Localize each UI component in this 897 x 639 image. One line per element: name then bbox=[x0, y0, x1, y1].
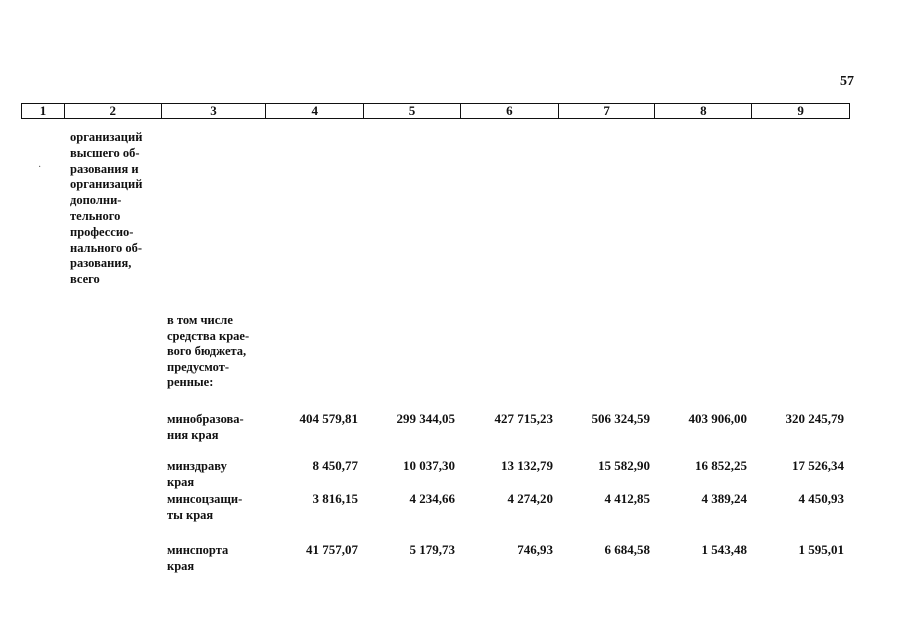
scan-speck: · bbox=[38, 162, 42, 173]
table-cell: 17 526,34 bbox=[792, 458, 844, 473]
table-cell: 4 412,85 bbox=[604, 491, 650, 506]
subheading: в том числе средства крае- вого бюджета, предусмот- ренные: bbox=[167, 313, 250, 389]
table-cell: 299 344,05 bbox=[396, 411, 455, 426]
row-label-education: минобразова- ния края bbox=[167, 412, 244, 442]
category-label: организаций высшего об- разования и организаций дополни- тельного профессио- нального об- разования, всего bbox=[70, 130, 143, 287]
header-col-5: 5 bbox=[364, 104, 461, 118]
table-cell: 506 324,59 bbox=[591, 411, 650, 426]
table-cell: 10 037,30 bbox=[403, 458, 455, 473]
table-cell: 6 684,58 bbox=[604, 542, 650, 557]
table-cell: 15 582,90 bbox=[598, 458, 650, 473]
table-cell: 4 450,93 bbox=[798, 491, 844, 506]
table-cell: 4 234,66 bbox=[409, 491, 455, 506]
table-cell: 13 132,79 bbox=[501, 458, 553, 473]
table-cell: 8 450,77 bbox=[312, 458, 358, 473]
header-col-4: 4 bbox=[266, 104, 364, 118]
table-cell: 4 274,20 bbox=[507, 491, 553, 506]
table-cell: 320 245,79 bbox=[785, 411, 844, 426]
row-label-social: минсоцзащи- ты края bbox=[167, 492, 243, 522]
table-cell: 403 906,00 bbox=[688, 411, 747, 426]
table-cell: 427 715,23 bbox=[494, 411, 553, 426]
row-label-health: минздраву края bbox=[167, 459, 227, 489]
header-col-9: 9 bbox=[797, 103, 804, 118]
table-cell: 4 389,24 bbox=[701, 491, 747, 506]
header-col-3: 3 bbox=[162, 104, 267, 118]
table-cell: 5 179,73 bbox=[409, 542, 455, 557]
table-cell: 41 757,07 bbox=[306, 542, 358, 557]
table-cell: 746,93 bbox=[517, 542, 553, 557]
table-cell: 1 595,01 bbox=[798, 542, 844, 557]
header-col-6: 6 bbox=[461, 104, 559, 118]
header-col-7: 7 bbox=[559, 104, 656, 118]
page-number: 57 bbox=[840, 74, 854, 89]
header-col-2: 2 bbox=[65, 104, 162, 118]
table-cell: 404 579,81 bbox=[299, 411, 358, 426]
header-col-8: 8 bbox=[655, 104, 752, 118]
table-cell: 16 852,25 bbox=[695, 458, 747, 473]
header-col-1: 1 bbox=[22, 104, 65, 118]
table-header-row bbox=[21, 103, 850, 119]
table-cell: 1 543,48 bbox=[701, 542, 747, 557]
row-label-sport: минспорта края bbox=[167, 543, 229, 573]
table-cell: 3 816,15 bbox=[312, 491, 358, 506]
